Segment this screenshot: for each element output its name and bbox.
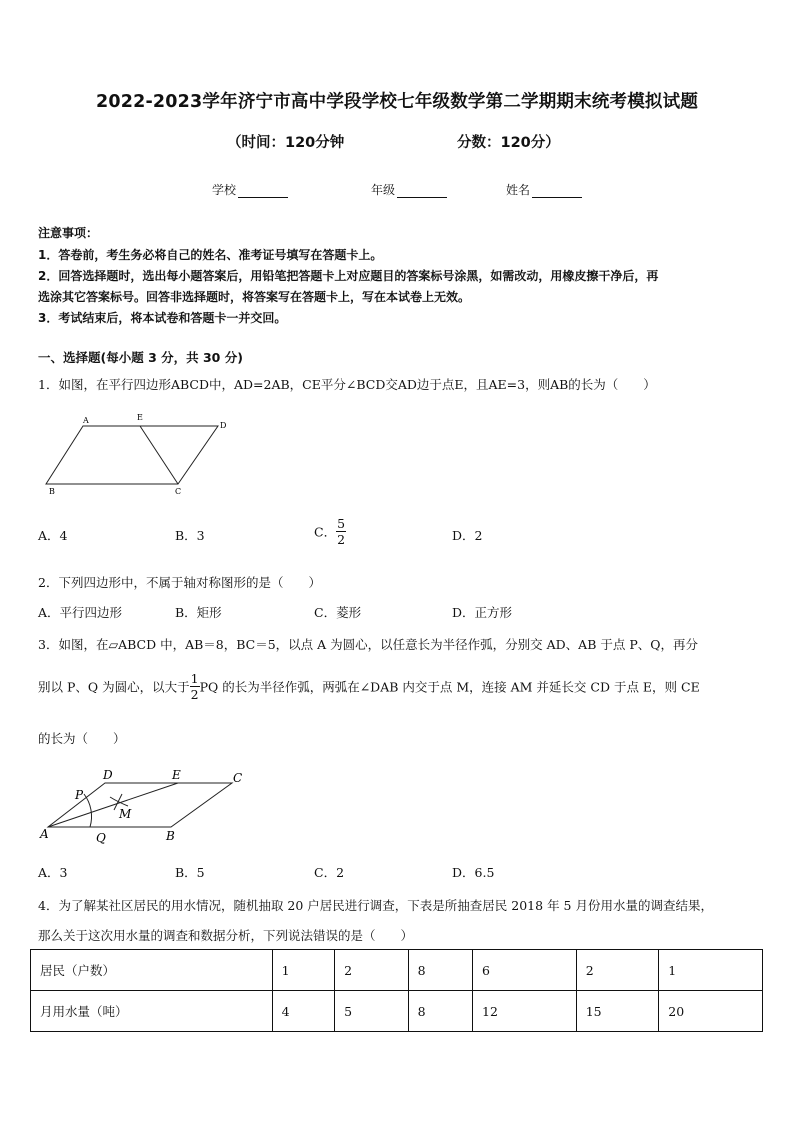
school-blank — [238, 185, 288, 198]
table-cell: 20 — [659, 991, 763, 1032]
label-b: B — [49, 487, 55, 496]
q2-option-a: A．平行四边形 — [38, 605, 123, 620]
fraction-denominator: 2 — [337, 532, 346, 547]
name-field — [506, 181, 582, 198]
label-e: E — [137, 413, 143, 422]
table-cell: 4 — [272, 991, 334, 1032]
notice-item: 3．考试结束后，将本试卷和答题卡一并交回。 — [38, 311, 287, 325]
q2-option-d: D．正方形 — [452, 605, 513, 620]
q3-option-a: A．3 — [38, 865, 68, 880]
label-d: D — [103, 768, 113, 782]
table-cell: 15 — [576, 991, 659, 1032]
q4-stem-line1: 4．为了解某社区居民的用水情况，随机抽取 20 户居民进行调查，下表是所抽查居民 2018 年 5 月份用水量的调查结果， — [38, 898, 713, 913]
q1-parallelogram-figure — [40, 410, 240, 496]
q1-option-b: B．3 — [175, 528, 205, 543]
label-c: C — [233, 771, 243, 785]
label-e: E — [172, 768, 181, 782]
label-c: C — [175, 487, 182, 496]
label-m: M — [119, 807, 132, 821]
q3-construction-figure — [38, 764, 250, 848]
q3-option-d: D．6.5 — [452, 865, 495, 880]
grade-label: 年级 — [371, 183, 396, 197]
table-row-header: 居民（户数） — [31, 950, 273, 991]
notice-item: 2．回答选择题时，选出每小题答案后，用铅笔把答题卡上对应题目的答案标号涂黑，如需改动，用橡皮擦干净后，再 — [38, 269, 659, 283]
name-label: 姓名 — [506, 183, 531, 197]
notice-item: 1．答卷前，考生务必将自己的姓名、准考证号填写在答题卡上。 — [38, 248, 383, 262]
label-a: A — [83, 416, 89, 425]
q1-option-c — [314, 516, 346, 547]
grade-field — [371, 181, 447, 198]
grade-blank — [397, 185, 447, 198]
table-cell: 12 — [473, 991, 577, 1032]
segment-ae — [48, 783, 178, 827]
table-cell: 6 — [473, 950, 577, 991]
table-row — [31, 991, 763, 1032]
fraction-numerator: 5 — [337, 516, 346, 531]
exam-time: （时间：120分钟 — [227, 135, 345, 151]
school-label: 学校 — [212, 183, 237, 197]
water-usage-table — [30, 949, 763, 1032]
label-q: Q — [96, 831, 106, 845]
parallelogram-abcd — [46, 426, 218, 484]
notice-title: 注意事项： — [38, 226, 99, 240]
exam-score: 分数：120分） — [457, 135, 560, 151]
q2-option-c: C．菱形 — [314, 605, 362, 620]
table-cell: 1 — [659, 950, 763, 991]
q1-stem: 1．如图，在平行四边形ABCD中，AD=2AB，CE平分∠BCD交AD边于点E，且AE=3，则AB的长为（ ） — [38, 377, 656, 392]
fraction-numerator: 1 — [190, 671, 199, 686]
q4-stem-line2: 那么关于这次用水量的调查和数据分析，下列说法错误的是（ ） — [38, 928, 414, 943]
q2-stem: 2．下列四边形中，不属于轴对称图形的是（ ） — [38, 575, 321, 590]
q3-stem-line1: 3．如图，在▱ABCD 中，AB＝8，BC＝5，以点 A 为圆心，以任意长为半径作弧，分别交 AD、AB 于点 P、Q，再分 — [38, 637, 698, 652]
table-cell: 1 — [272, 950, 334, 991]
table-cell: 2 — [576, 950, 659, 991]
q1-option-c-prefix: C． — [314, 524, 337, 540]
school-field — [212, 181, 288, 198]
q3-line2-start: 别以 P、Q 为圆心，以大于 — [38, 679, 190, 695]
label-d: D — [220, 421, 227, 430]
table-cell: 5 — [335, 991, 409, 1032]
label-b: B — [166, 829, 175, 843]
fraction-denominator: 2 — [190, 687, 199, 702]
segment-ce — [140, 426, 178, 484]
label-a: A — [40, 827, 49, 841]
q3-option-c: C．2 — [314, 865, 345, 880]
label-p: P — [75, 788, 84, 802]
table-cell: 2 — [335, 950, 409, 991]
q1-option-a: A．4 — [38, 528, 68, 543]
q3-option-b: B．5 — [175, 865, 205, 880]
exam-title: 2022-2023学年济宁市高中学段学校七年级数学第二学期期末统考模拟试题 — [95, 92, 699, 112]
q1-option-d: D．2 — [452, 528, 483, 543]
notice-item: 选涂其它答案标号。回答非选择题时，将答案写在答题卡上，写在本试卷上无效。 — [38, 290, 471, 304]
name-blank — [532, 185, 582, 198]
table-row — [31, 950, 763, 991]
table-cell: 8 — [408, 950, 472, 991]
table-row-header: 月用水量（吨） — [31, 991, 273, 1032]
section-heading: 一、选择题(每小题 3 分，共 30 分) — [38, 350, 243, 365]
q3-fraction — [190, 671, 200, 702]
q2-option-b: B．矩形 — [175, 605, 222, 620]
q3-stem-line3: 的长为（ ） — [38, 731, 126, 746]
q3-line2-end: PQ 的长为半径作弧，两弧在∠DAB 内交于点 M，连接 AM 并延长交 CD 于点 E，则 CE — [199, 679, 700, 695]
q1-option-c-fraction — [336, 516, 346, 547]
q3-stem-line2 — [38, 671, 700, 702]
table-cell: 8 — [408, 991, 472, 1032]
